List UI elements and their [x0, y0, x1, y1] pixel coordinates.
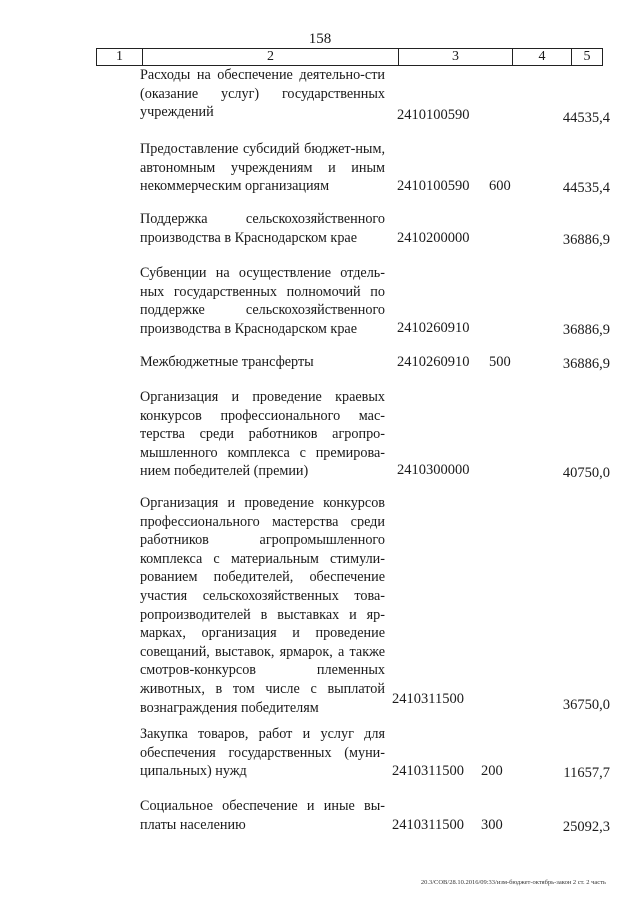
row-name: Расходы на обеспечение деятельно-сти (оказание услуг) государственных учреждений — [140, 67, 385, 121]
row-code: 2410300000 — [397, 462, 470, 478]
row-code: 2410260910 — [397, 320, 470, 336]
row-name: Предоставление субсидий бюджет-ным, автономным учреждениям и иным некоммерческим организациям — [140, 141, 385, 195]
header-col-1: 1 — [97, 49, 143, 65]
table-header-row — [96, 48, 603, 66]
row-amount: 44535,4 — [562, 110, 610, 126]
row-name: Организация и проведение конкурсов профессионального мастерства среди работников агропромышленного комплекса с материальным стимули-рованием победителей, обеспечение участия сельскохозяйственных това-ропроизводителей в выставках и яр-марках, организация и проведение совещаний, выставок, ярмарок, а также смотров-конкурсов племенных животных, в том числе с выплатой вознаграждения победителям — [140, 495, 385, 716]
row-amount: 36886,9 — [562, 322, 610, 338]
header-col-3: 3 — [399, 49, 513, 65]
row-amount: 36886,9 — [562, 232, 610, 248]
row-amount: 40750,0 — [562, 465, 610, 481]
row-code: 2410311500 — [392, 691, 464, 707]
header-col-2: 2 — [143, 49, 399, 65]
row-amount: 44535,4 — [562, 180, 610, 196]
row-type: 300 — [481, 817, 503, 833]
document-footer: 20.3/СОВ/28.10.2016/09:33/изм-бюджет-октябрь-закон 2 ст. 2 часть — [420, 879, 606, 886]
row-code: 2410311500 — [392, 817, 464, 833]
page-number: 158 — [308, 31, 332, 47]
row-type: 500 — [489, 354, 511, 370]
header-col-4: 4 — [513, 49, 572, 65]
row-amount: 36886,9 — [562, 356, 610, 372]
row-code: 2410200000 — [397, 230, 470, 246]
row-code: 2410100590 — [397, 107, 470, 123]
row-name: Субвенции на осуществление отдель-ных государственных полномочий по поддержке сельскохозяйственного производства в Краснодарском крае — [140, 265, 385, 337]
row-name: Организация и проведение краевых конкурсов профессионального мас-терства среди работников агропро-мышленного комплекса с премирова-нием победителей (премии) — [140, 389, 385, 480]
row-type: 200 — [481, 763, 503, 779]
row-amount: 36750,0 — [562, 697, 610, 713]
row-name: Закупка товаров, работ и услуг для обеспечения государственных (муни-ципальных) нужд — [140, 726, 385, 780]
header-col-5: 5 — [583, 49, 591, 64]
row-name: Межбюджетные трансферты — [140, 354, 314, 370]
row-code: 2410260910 — [397, 354, 470, 370]
row-code: 2410100590 — [397, 178, 470, 194]
row-type: 600 — [489, 178, 511, 194]
row-code: 2410311500 — [392, 763, 464, 779]
row-amount: 11657,7 — [563, 765, 610, 781]
row-name: Социальное обеспечение и иные вы-платы населению — [140, 798, 385, 833]
row-name: Поддержка сельскохозяйственного производства в Краснодарском крае — [140, 211, 385, 246]
row-amount: 25092,3 — [562, 819, 610, 835]
